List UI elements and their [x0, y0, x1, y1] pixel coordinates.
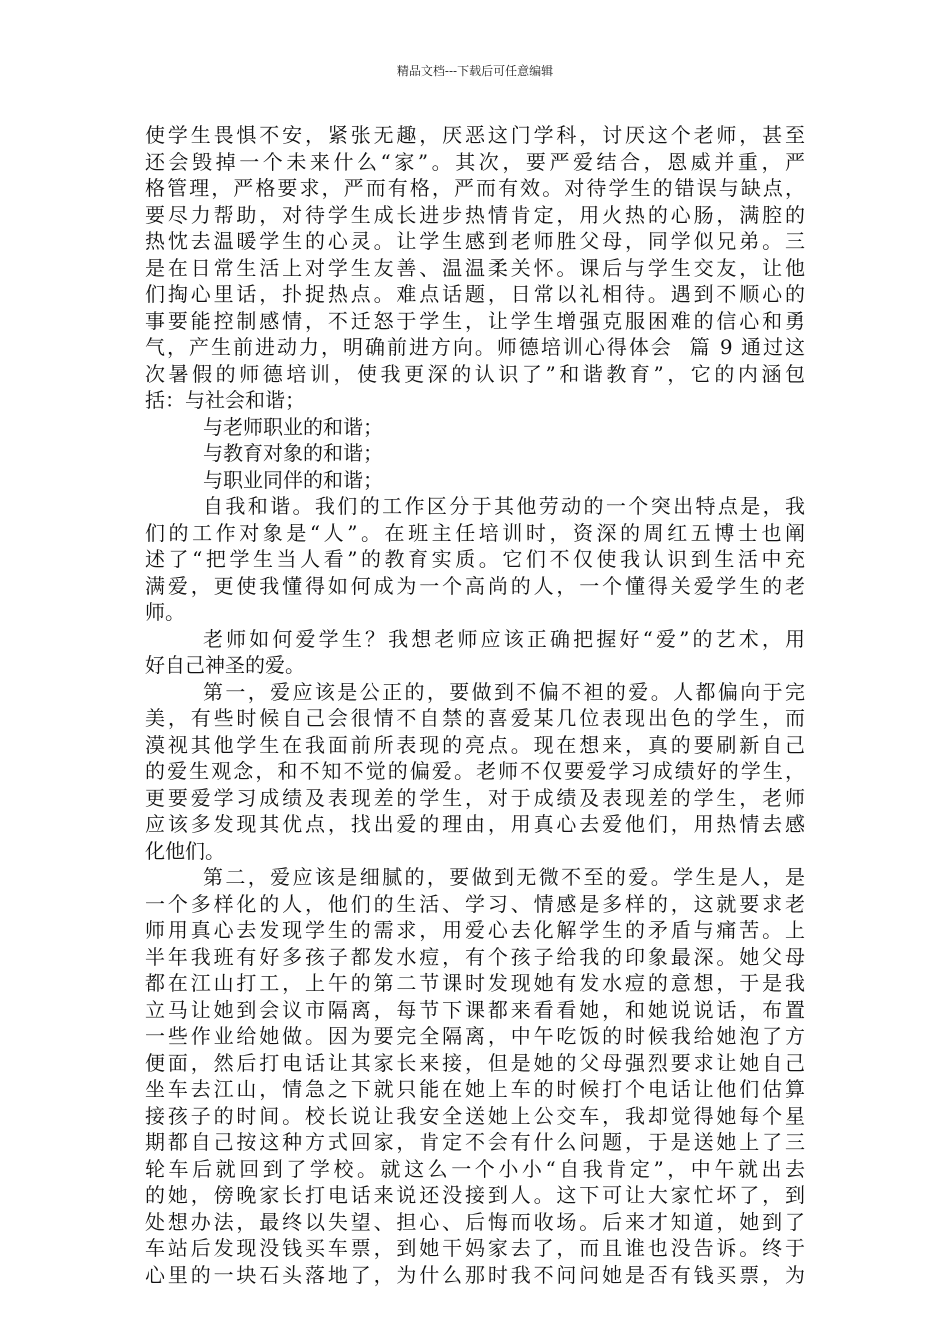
text-line: 车站后发现没钱买车票，到她干妈家去了，而且谁也没告诉。终于 [145, 1236, 805, 1260]
text-line: 括：与社会和谐； [145, 388, 305, 412]
text-line: 一个多样化的人，他们的生活、学习、情感是多样的，这就要求老 [145, 891, 805, 916]
text-line: 述了“把学生当人看”的教育实质。它们不仅使我认识到生活中充 [145, 547, 805, 571]
text-line: 老师如何爱学生？我想老师应该正确把握好“爱”的艺术，用 [203, 626, 805, 651]
text-line: 是在日常生活上对学生友善、温温柔关怀。课后与学生交友，让他 [145, 255, 805, 280]
text-line: 们掏心里话，扑捉热点。难点话题，日常以礼相待。遇到不顺心的 [145, 282, 805, 306]
text-line: 们的工作对象是“人”。在班主任培训时，资深的周红五博士也阐 [145, 520, 805, 545]
text-line: 要尽力帮助，对待学生成长进步热情肯定，用火热的心肠，满腔的 [145, 202, 805, 227]
text-line: 好自己神圣的爱。 [145, 653, 305, 677]
text-line: 与教育对象的和谐； [203, 441, 383, 465]
text-line: 格管理，严格要求，严而有格，严而有效。对待学生的错误与缺点， [145, 176, 805, 200]
text-line: 师用真心去发现学生的需求，用爱心去化解学生的矛盾与痛苦。上 [145, 918, 805, 942]
text-line: 的爱生观念，和不知不觉的偏爱。老师不仅要爱学习成绩好的学生， [145, 759, 805, 783]
text-line: 的她，傍晚家长打电话来说还没接到人。这下可让大家忙坏了，到 [145, 1183, 805, 1207]
text-line: 与老师职业的和谐； [203, 414, 383, 439]
text-line: 处想办法，最终以失望、担心、后悔而收场。后来才知道，她到了 [145, 1209, 805, 1234]
text-line: 一些作业给她做。因为要完全隔离，中午吃饭的时候我给她泡了方 [145, 1024, 805, 1048]
text-line: 第一，爱应该是公正的，要做到不偏不袒的爱。人都偏向于完 [203, 679, 805, 704]
text-line: 次暑假的师德培训，使我更深的认识了”和谐教育”，它的内涵包 [145, 361, 805, 386]
text-line: 满爱，更使我懂得如何成为一个高尚的人，一个懂得关爱学生的老 [145, 573, 805, 598]
text-line: 与职业同伴的和谐； [203, 467, 383, 492]
text-line: 使学生畏惧不安，紧张无趣，厌恶这门学科，讨厌这个老师，甚至 [145, 123, 805, 147]
text-line: 还会毁掉一个未来什么“家”。其次，要严爱结合，恩威并重，严 [145, 149, 805, 174]
text-line: 心里的一块石头落地了，为什么那时我不问问她是否有钱买票，为 [145, 1262, 805, 1287]
text-line: 半年我班有好多孩子都发水痘，有个孩子给我的印象最深。她父母 [145, 944, 805, 969]
text-line: 接孩子的时间。校长说让我安全送她上公交车，我却觉得她每个星 [145, 1103, 805, 1128]
text-line: 事要能控制感情，不迁怒于学生，让学生增强克服困难的信心和勇 [145, 308, 805, 333]
text-line: 立马让她到会议市隔离，每节下课都来看看她，和她说说话，布置 [145, 997, 805, 1022]
text-line: 漠视其他学生在我面前所表现的亮点。现在想来，真的要刷新自己 [145, 732, 805, 757]
text-line: 化他们。 [145, 838, 225, 863]
page-header: 精品文档---下载后可任意编辑 [396, 64, 554, 78]
text-line: 美，有些时候自己会很情不自禁的喜爱某几位表现出色的学生，而 [145, 706, 805, 730]
text-line: 便面，然后打电话让其家长来接，但是她的父母强烈要求让她自己 [145, 1050, 805, 1075]
text-line: 期都自己按这种方式回家，肯定不会有什么问题，于是送她上了三 [145, 1130, 805, 1154]
text-line: 自我和谐。我们的工作区分于其他劳动的一个突出特点是，我 [203, 494, 805, 518]
text-line: 更要爱学习成绩及表现差的学生，对于成绩及表现差的学生，老师 [145, 785, 805, 810]
text-line: 轮车后就回到了学校。就这么一个小小“自我肯定”，中午就出去 [145, 1156, 805, 1181]
text-line: 坐车去江山，情急之下就只能在她上车的时候打个电话让他们估算 [145, 1077, 805, 1101]
text-line: 第二，爱应该是细腻的，要做到无微不至的爱。学生是人，是 [203, 865, 805, 889]
text-line: 应该多发现其优点，找出爱的理由，用真心去爱他们，用热情去感 [145, 812, 805, 836]
text-line: 师。 [145, 600, 185, 624]
text-line: 气，产生前进动力，明确前进方向。师德培训心得体会 篇 9 通过这 [145, 335, 805, 359]
text-line: 都在江山打工，上午的第二节课时发现她有发水痘的意想，于是我 [145, 971, 805, 995]
document-body [145, 122, 805, 1288]
text-line: 热忱去温暖学生的心灵。让学生感到老师胜父母，同学似兄弟。三 [145, 229, 805, 253]
